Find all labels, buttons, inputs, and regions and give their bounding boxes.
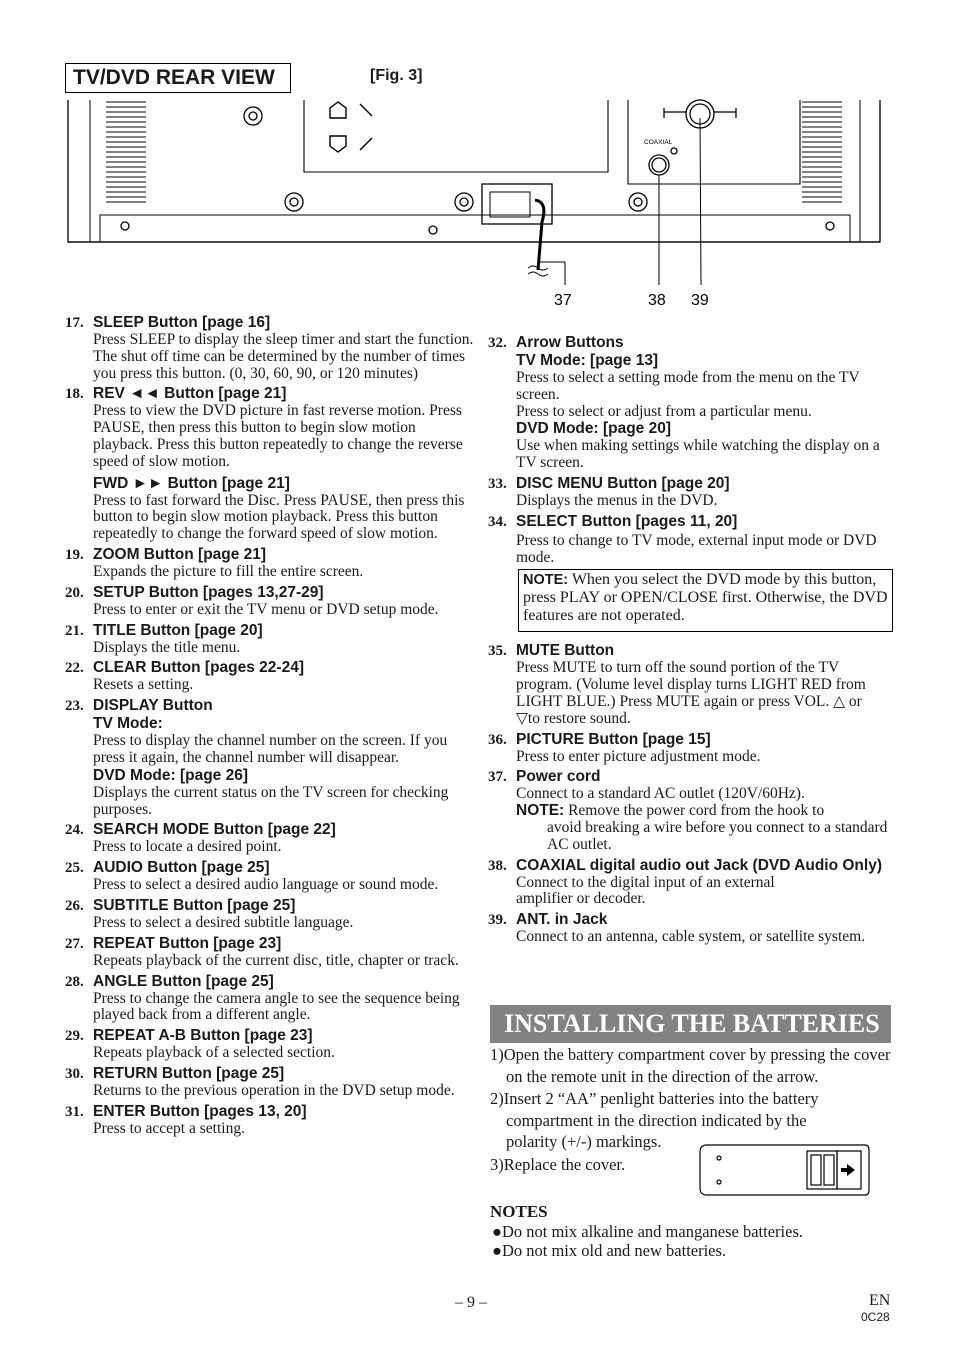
- item-text: Connect to a standard AC outlet (120V/60Hz).: [516, 785, 805, 803]
- tv-rear-view-diagram: [60, 92, 890, 312]
- item-title: SUBTITLE Button [page 25]: [93, 896, 296, 914]
- left-vents: [106, 102, 146, 202]
- note-label: NOTE:: [523, 572, 569, 589]
- note-item: ●Do not mix alkaline and manganese batteries.: [492, 1222, 803, 1241]
- callout-37: 37: [554, 292, 572, 309]
- item-number: 23.: [65, 698, 84, 715]
- item-17: [65, 314, 475, 382]
- item-title: ZOOM Button [page 21]: [93, 545, 267, 563]
- item-32: [488, 334, 893, 472]
- rear-view-title: TV/DVD REAR VIEW: [65, 63, 291, 93]
- item-number: 22.: [65, 660, 84, 677]
- item-number: 32.: [488, 335, 507, 351]
- item-28: [65, 973, 475, 1025]
- item-title: PICTURE Button [page 15]: [516, 730, 711, 748]
- tv-base: [100, 215, 850, 242]
- item-text: Displays the current status on the TV screen for checking purposes.: [93, 783, 449, 818]
- item-39: [488, 911, 893, 946]
- item-title: CLEAR Button [pages 22-24]: [93, 659, 304, 677]
- item-number: 36.: [488, 731, 507, 748]
- item-text: Press to fast forward the Disc. Press PAUSE, then press this button to begin slow motion playback. Press this button repeatedly to change the forward speed of slow motion.: [93, 491, 465, 543]
- item-number: 31.: [65, 1103, 84, 1120]
- item-text: Repeats playback of a selected section.: [93, 1044, 335, 1062]
- item-text: Press to enter picture adjustment mode.: [516, 747, 761, 765]
- item-25: [65, 859, 475, 894]
- item-number: 25.: [65, 860, 84, 877]
- item-title: REPEAT A-B Button [page 23]: [93, 1027, 313, 1045]
- notes-title: NOTES: [490, 1202, 548, 1221]
- callout-38: 38: [648, 292, 666, 309]
- item-31: [65, 1103, 475, 1138]
- item-24: [65, 821, 475, 856]
- item-22: [65, 659, 475, 694]
- item-text: Connect to an antenna, cable system, or satellite system.: [516, 928, 866, 946]
- page-number: – 9 –: [455, 1294, 487, 1311]
- item-text: Press to change to TV mode, external input mode or DVD mode.: [516, 531, 877, 566]
- item-title: SLEEP Button [page 16]: [93, 314, 271, 331]
- figure-label: [Fig. 3]: [370, 67, 423, 84]
- item-text: Press to locate a desired point.: [93, 838, 282, 856]
- item-number: 24.: [65, 822, 84, 839]
- item-text: Expands the picture to fill the entire screen.: [93, 562, 364, 580]
- item-text: Press SLEEP to display the sleep timer and start the function. The shut off time can be determined by the number of times you press this button. (0, 30, 60, 90, or 120 minutes): [93, 331, 474, 382]
- item-33: [488, 475, 893, 510]
- item-number: 27.: [65, 935, 84, 952]
- item-subtitle: DVD Mode: [page 20]: [516, 420, 672, 438]
- item-title: ENTER Button [pages 13, 20]: [93, 1102, 307, 1120]
- item-text: Returns to the previous operation in the DVD setup mode.: [93, 1081, 455, 1099]
- bullet-icon: ●: [492, 1241, 502, 1260]
- item-38: [488, 857, 893, 909]
- item-text: Press to select a desired subtitle language.: [93, 913, 354, 931]
- item-21: [65, 622, 475, 657]
- item-number: 34.: [488, 513, 507, 530]
- item-subtitle: FWD ►► Button [page 21]: [93, 474, 290, 492]
- tv-body-outline: [68, 100, 880, 242]
- item-text: Press MUTE to turn off the sound portion of the TV program. (Volume level display turns LIGHT RED from LIGHT BLUE.) Press MUTE again or press VOL. △ or ▽to restore sound.: [516, 659, 866, 727]
- batteries-section-title: INSTALLING THE BATTERIES: [490, 1005, 891, 1043]
- item-20: [65, 584, 475, 619]
- item-text: Press to enter or exit the TV menu or DVD setup mode.: [93, 600, 439, 618]
- arrow-right-icon: [841, 1164, 855, 1176]
- item-text: Press to display the channel number on the screen. If you press it again, the channel number will disappear.: [93, 732, 448, 766]
- hook-panel: [304, 100, 608, 172]
- item-title: ANGLE Button [page 25]: [93, 972, 274, 990]
- item-title: SELECT Button [pages 11, 20]: [516, 512, 738, 530]
- item-title: DISC MENU Button [page 20]: [516, 474, 730, 492]
- battery-step-2: 2)Insert 2 “AA” penlight batteries into the battery compartment in the direction indicated by the polarity (+/-) markings.: [490, 1089, 819, 1151]
- item-23: [65, 697, 475, 818]
- item-35: [488, 642, 893, 727]
- callout-39: 39: [691, 292, 709, 309]
- item-title: REV ◄◄ Button [page 21]: [93, 385, 287, 403]
- item-text: Press to accept a setting.: [93, 1119, 245, 1137]
- item-title: MUTE Button: [516, 642, 615, 660]
- item-title: Arrow Buttons: [516, 334, 624, 351]
- item-subtitle: DVD Mode: [page 26]: [93, 766, 249, 784]
- item-text: Use when making settings while watching the display on a TV screen.: [516, 437, 880, 472]
- item-text: Repeats playback of the current disc, title, chapter or track.: [93, 951, 459, 969]
- item-title: SETUP Button [pages 13,27-29]: [93, 583, 324, 601]
- item-text: Displays the title menu.: [93, 638, 241, 656]
- coaxial-label: COAXIAL: [644, 139, 673, 146]
- item-18: [65, 385, 475, 543]
- item-text: Displays the menus in the DVD.: [516, 491, 718, 509]
- item-number: 21.: [65, 622, 84, 639]
- item-number: 33.: [488, 475, 507, 492]
- document-code: 0C28: [861, 1310, 890, 1324]
- battery-step-3: 3)Replace the cover.: [490, 1154, 626, 1174]
- item-number: 35.: [488, 643, 507, 660]
- item-26: [65, 897, 475, 932]
- item-title: Power cord: [516, 768, 601, 786]
- note-item: ●Do not mix old and new batteries.: [492, 1241, 727, 1260]
- callout-37-leader: [538, 262, 565, 285]
- power-cord: [535, 200, 544, 270]
- note-text-cont: avoid breaking a wire before you connect to a standard AC outlet.: [547, 818, 888, 853]
- item-title: COAXIAL digital audio out Jack (DVD Audio Only): [516, 856, 882, 874]
- item-text: Resets a setting.: [93, 676, 194, 694]
- item-number: 38.: [488, 857, 507, 874]
- right-column: [488, 334, 893, 949]
- item-title: AUDIO Button [page 25]: [93, 859, 270, 877]
- bullet-icon: ●: [492, 1222, 502, 1241]
- item-30: [65, 1065, 475, 1100]
- item-37: [488, 768, 893, 853]
- notes-list: [492, 1222, 803, 1260]
- item-title: ANT. in Jack: [516, 911, 608, 929]
- item-title: REPEAT Button [page 23]: [93, 934, 282, 952]
- item-number: 39.: [488, 912, 507, 929]
- item-number: 20.: [65, 584, 84, 601]
- item-text: Press to select a desired audio language or sound mode.: [93, 876, 439, 894]
- item-text: Press to view the DVD picture in fast reverse motion. Press PAUSE, then press this button to begin slow motion playback. Press this button repeatedly to change the reverse speed of slow motion.: [93, 402, 463, 470]
- item-text: Press to change the camera angle to see the sequence being played back from a different angle.: [93, 989, 460, 1024]
- note-text: Remove the power cord from the hook to: [568, 802, 825, 820]
- item-text: Press to select or adjust from a particular menu.: [516, 402, 812, 420]
- item-27: [65, 935, 475, 970]
- item-title: SEARCH MODE Button [page 22]: [93, 821, 336, 839]
- battery-step-1: 1)Open the battery compartment cover by pressing the cover on the remote unit in the direction of the arrow.: [490, 1045, 891, 1086]
- item-number: 18.: [65, 386, 84, 403]
- item-text: Connect to the digital input of an external amplifier or decoder.: [516, 873, 775, 908]
- remote-battery-icon: [697, 1142, 871, 1198]
- item-text: Press to select a setting mode from the menu on the TV screen.: [516, 369, 860, 403]
- cord-hook-symbols: [330, 102, 372, 152]
- select-note-box: [518, 569, 893, 632]
- item-subtitle: TV Mode:: [93, 715, 163, 733]
- item-subtitle: TV Mode: [page 13]: [516, 352, 659, 369]
- item-34: [488, 513, 893, 633]
- item-number: 26.: [65, 897, 84, 914]
- right-vents: [802, 102, 842, 202]
- item-29: [65, 1027, 475, 1062]
- item-title: RETURN Button [page 25]: [93, 1064, 285, 1082]
- item-number: 28.: [65, 973, 84, 990]
- item-title: DISPLAY Button: [93, 697, 213, 715]
- callout-39-leader: [700, 118, 701, 285]
- item-number: 29.: [65, 1028, 84, 1045]
- note-label: NOTE:: [516, 802, 565, 820]
- language-code: EN: [869, 1292, 891, 1309]
- item-36: [488, 731, 893, 766]
- note-text: When you select the DVD mode by this button, press PLAY or OPEN/CLOSE first. Otherwise, the DVD features are not operated.: [523, 571, 888, 625]
- item-number: 30.: [65, 1065, 84, 1082]
- item-title: TITLE Button [page 20]: [93, 621, 263, 639]
- left-column: [65, 314, 475, 1141]
- item-number: 17.: [65, 315, 84, 331]
- item-19: [65, 546, 475, 581]
- item-number: 19.: [65, 546, 84, 563]
- item-number: 37.: [488, 769, 507, 786]
